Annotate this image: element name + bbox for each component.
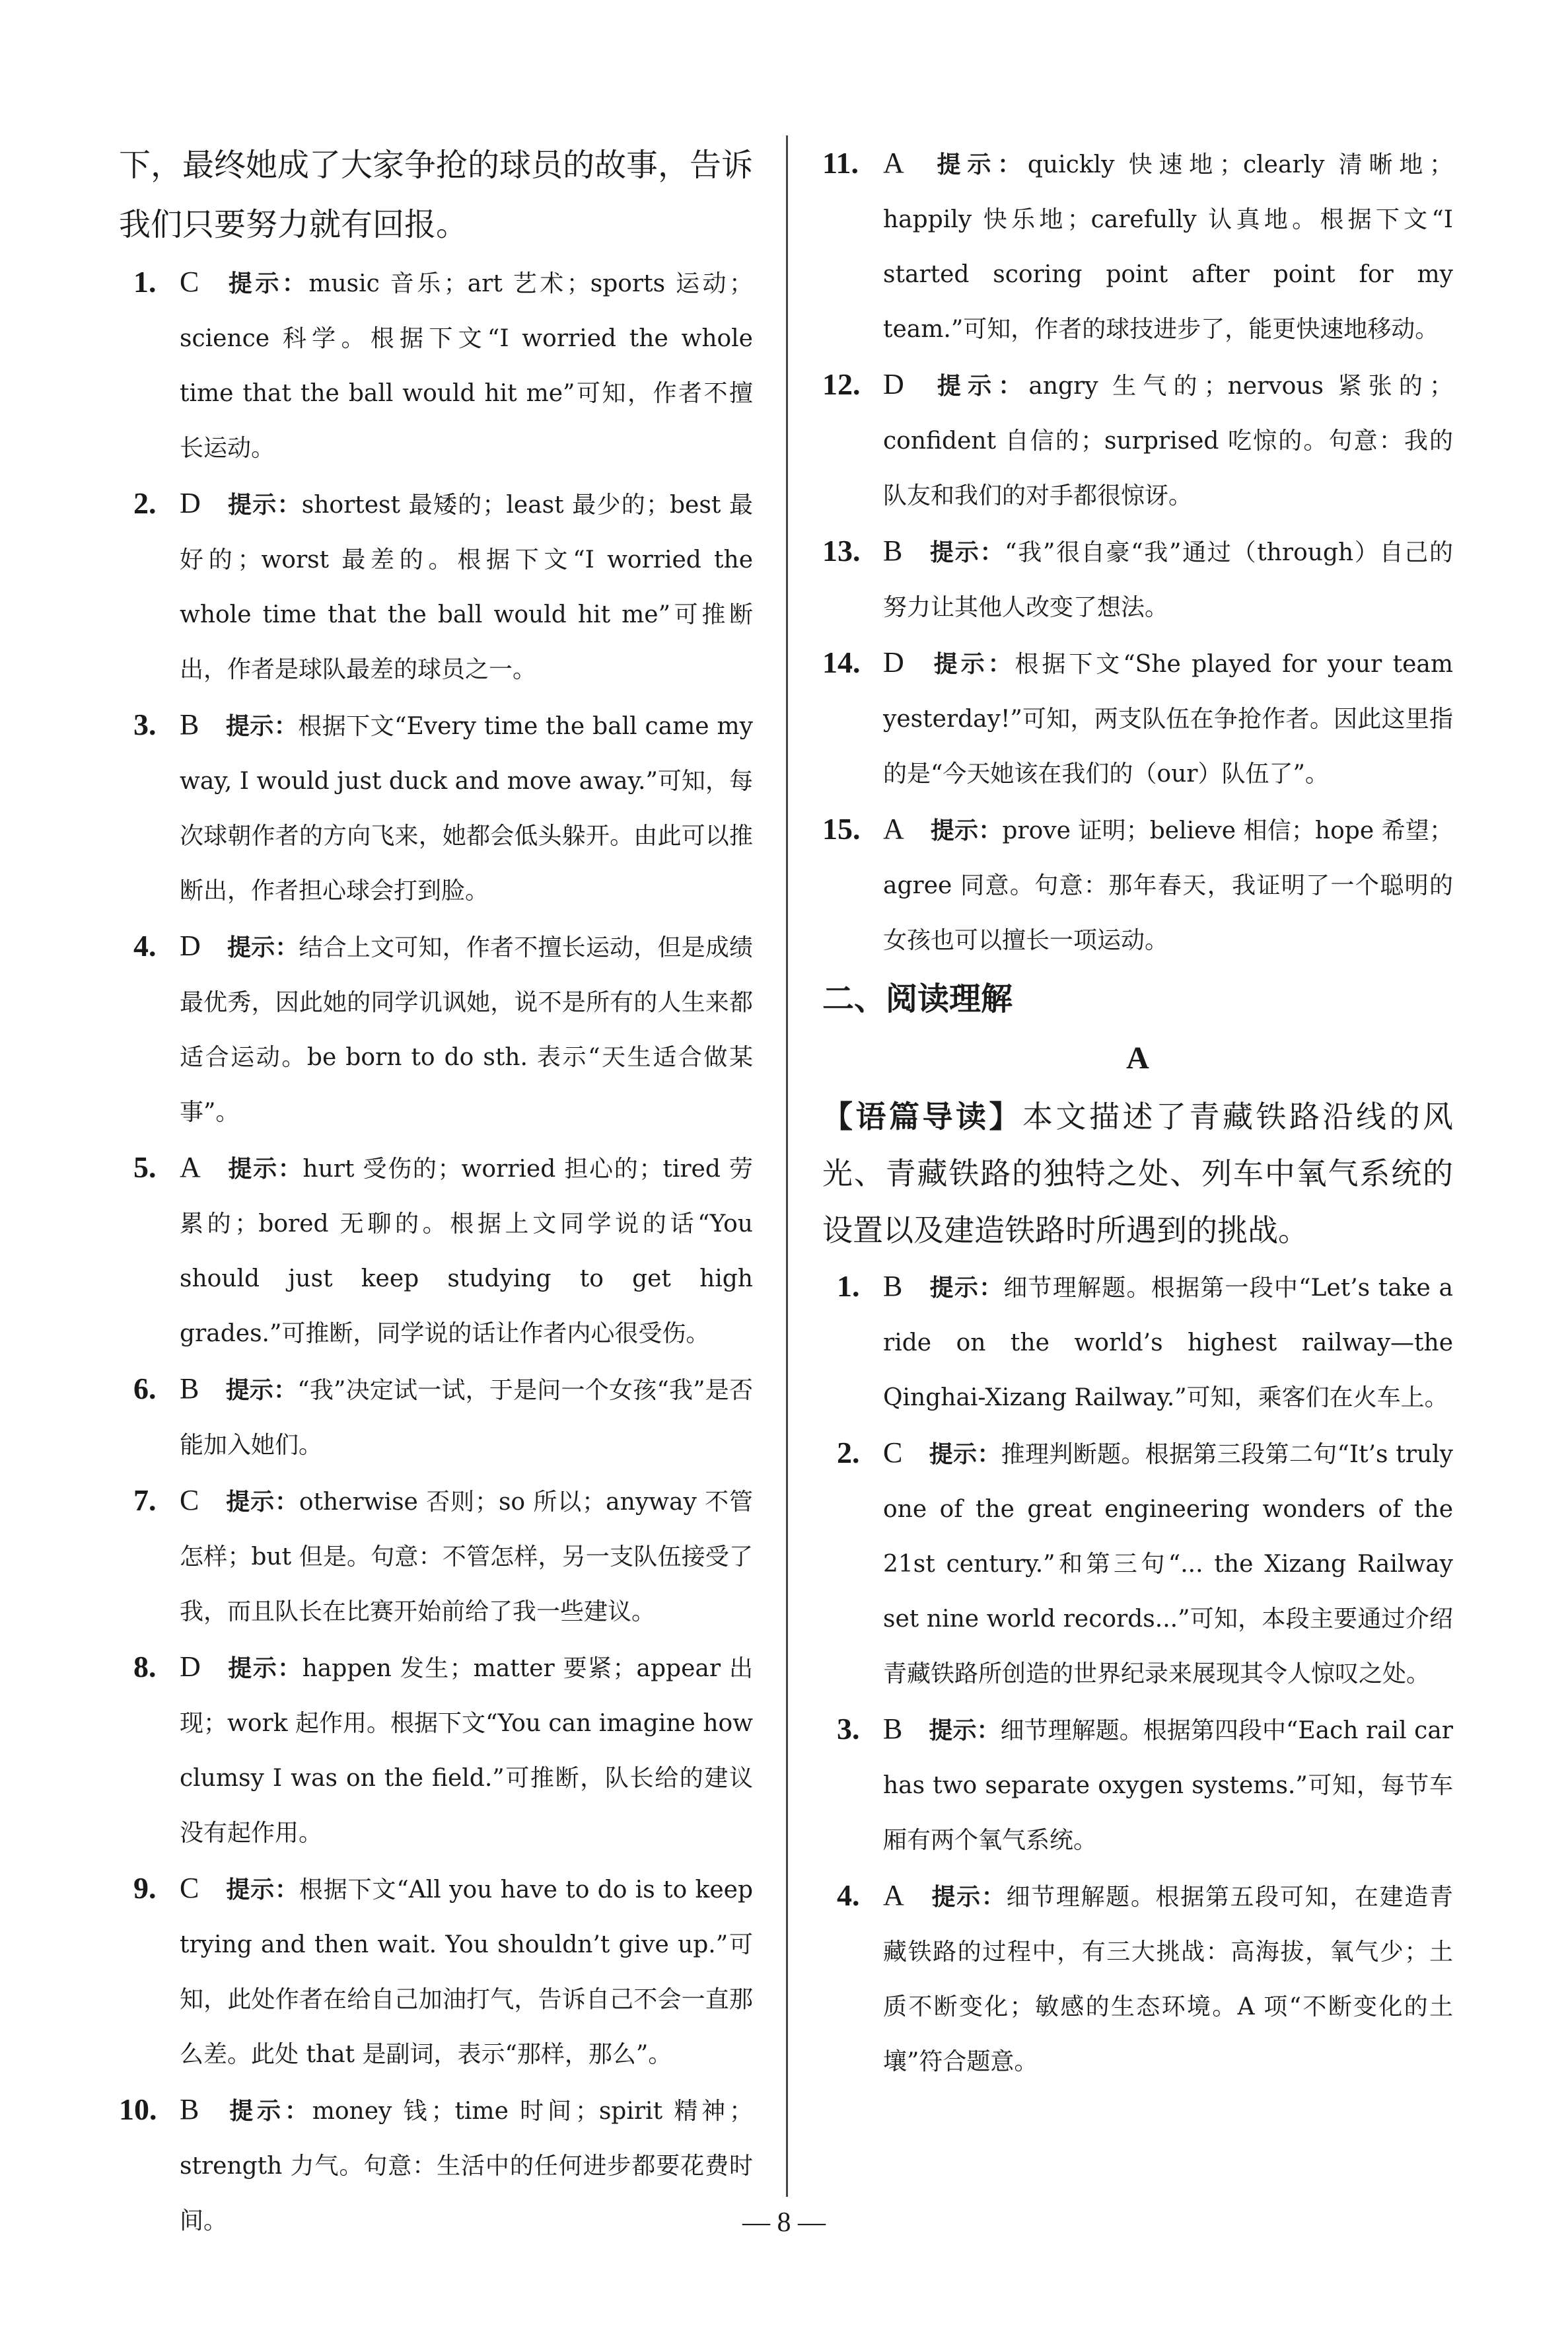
hint-label: 提示： [929,1717,1001,1744]
hint-label: 提示： [930,817,1003,844]
answer-item [822,801,1453,968]
answer-item [119,1639,753,1861]
item-number: 4. [133,929,157,963]
answer-letter: B [883,1270,903,1302]
item-number: 2. [133,486,157,520]
hint-label: 提示： [227,1156,303,1183]
answer-item [822,1425,1453,1701]
explanation-text: otherwise 否则；so 所以；anyway 不管怎样；but 但是。句意：不管怎样，另一支队伍接受了我，而且队长在比赛开始前给了我一些建议。 [180,1489,753,1625]
answer-letter: A [180,1151,201,1183]
answer-letter: B [883,535,903,567]
hint-label: 提示： [225,1377,298,1404]
hint-label: 提示： [225,1489,299,1516]
explanation-text: 推理判断题。根据第三段第二句“It’s truly one of the great engineering wonders of the 21st century.”和第三句“... the Xizang Railway set nine world records...”可知，本段主要通过介绍青藏铁路所创造的世界纪录来展现其令人惊叹之处。 [883,1441,1453,1687]
answer-letter: C [180,1872,199,1904]
explanation-text: 根据下文“She played for your team yesterday!”可知，两支队伍在争抢作者。因此这里指的是“今天她该在我们的（our）队伍了”。 [883,651,1453,788]
item-number: 11. [822,146,859,180]
answer-letter: C [180,266,199,298]
answer-letter: A [883,813,904,845]
item-number: 3. [133,708,157,741]
right-column [822,135,1453,2089]
item-number: 1. [837,1269,860,1303]
hint-label: 提示： [227,934,299,961]
answer-item [822,635,1453,801]
explanation-text: “我”很自豪“我”通过（through）自己的努力让其他人改变了想法。 [883,539,1453,621]
item-body [180,476,753,697]
answer-item [822,1701,1453,1868]
answer-letter: B [180,708,199,741]
answer-letter: C [180,1484,199,1516]
hint-label: 提示： [930,1884,1007,1911]
item-body [180,918,753,1140]
item-number: 6. [133,1372,157,1405]
passage-letter: A [1126,1041,1149,1076]
item-body [883,1701,1453,1868]
reading-answers [822,1259,1453,2089]
item-number: 13. [822,534,861,568]
answer-item [119,1140,753,1361]
item-number: 15. [822,812,861,846]
item-body [180,1140,753,1361]
explanation-text: angry 生气的；nervous 紧张的；confident 自信的；surprised 吃惊的。句意：我的队友和我们的对手都很惊讶。 [883,373,1453,509]
page-number: — 8 — [742,2207,826,2238]
answer-letter: B [180,2093,199,2125]
hint-label: 提示： [225,2098,312,2125]
item-body [883,635,1453,801]
answer-letter: D [180,930,201,962]
explanation-text: “我”决定试一试，于是问一个女孩“我”是否能加入她们。 [180,1377,753,1459]
hint-label: 提示： [930,151,1028,178]
explanation-text: happen 发生；matter 要紧；appear 出现；work 起作用。根据下文“You can imagine how clumsy I was on the field.”可推断，队长给的建议没有起作用。 [180,1655,753,1847]
answer-item [119,476,753,697]
answer-letter: D [180,487,201,519]
guide-text: 本文描述了青藏铁路沿线的风光、青藏铁路的独特之处、列车中氧气系统的设置以及建造铁路时所遇到的挑战。 [822,1099,1453,1248]
explanation-text: 细节理解题。根据第五段可知，在建造青藏铁路的过程中，有三大挑战：高海拔，氧气少；土质不断变化；敏感的生态环境。A 项“不断变化的土壤”符合题意。 [883,1884,1453,2075]
hint-label: 提示： [227,1655,303,1682]
item-number: 9. [133,1871,157,1905]
answer-item [119,1861,753,2082]
item-number: 7. [133,1483,157,1517]
hint-label: 提示： [225,1876,299,1903]
item-body [883,1425,1453,1701]
answer-item [822,523,1453,635]
cloze-answers-continued [822,135,1453,968]
item-body [180,1473,753,1639]
answer-item [822,1868,1453,2089]
answer-item [119,254,753,476]
passage-guide [822,1088,1453,1259]
item-body [180,697,753,918]
column-divider [786,135,788,2197]
answer-item [119,697,753,918]
item-body [883,801,1453,968]
answer-letter: A [883,1879,904,1911]
item-number: 10. [119,2092,157,2126]
hint-label: 提示： [930,651,1015,678]
answer-letter: D [883,368,904,400]
item-body [883,1868,1453,2089]
explanation-text: 根据下文“All you have to do is to keep trying and then wait. You shouldn’t give up.”可知，此处作者在给自己加油打气，告诉自己不会一直那么差。此处 that 是副词，表示“那样，那么”。 [180,1876,753,2068]
item-number: 3. [837,1712,860,1746]
left-column [119,135,753,2248]
intro-paragraph: 下，最终她成了大家争抢的球员的故事，告诉我们只要努力就有回报。 [119,147,754,243]
explanation-text: prove 证明；believe 相信；hope 希望；agree 同意。句意：那年春天，我证明了一个聪明的女孩也可以擅长一项运动。 [883,817,1453,954]
hint-label: 提示： [225,713,299,740]
explanation-text: quickly 快速地；clearly 清晰地；happily 快乐地；carefully 认真地。根据下文“I started scoring point after point for my team.”可知，作者的球技进步了，能更快速地移动。 [883,151,1453,343]
item-number: 12. [822,367,861,401]
answer-letter: B [180,1372,199,1405]
item-number: 4. [837,1878,860,1912]
item-body [883,357,1453,523]
explanation-text: 细节理解题。根据第四段中“Each rail car has two separate oxygen systems.”可知，每节车厢有两个氧气系统。 [883,1717,1453,1854]
item-number: 1. [133,265,157,299]
explanation-text: money 钱；time 时间；spirit 精神；strength 力气。句意：生活中的任何进步都要花费时间。 [180,2098,753,2234]
explanation-text: hurt 受伤的；worried 担心的；tired 劳累的；bored 无聊的。根据上文同学说的话“You should just keep studying to get high grades.”可推断，同学说的话让作者内心很受伤。 [180,1156,753,1347]
answer-item [119,918,753,1140]
explanation-text: 细节理解题。根据第一段中“Let’s take a ride on the world’s highest railway—the Qinghai-Xizang Railway.”可知，乘客们在火车上。 [883,1274,1453,1411]
explanation-text: 根据下文“Every time the ball came my way, I would just duck and move away.”可知，每次球朝作者的方向飞来，她都会低头躲开。由此可以推断出，作者担心球会打到脸。 [180,713,753,904]
answer-letter: D [180,1650,201,1683]
item-number: 8. [133,1650,157,1683]
answer-item [822,1259,1453,1425]
section-title: 二、阅读理解 [822,980,1013,1017]
hint-label: 提示： [227,492,302,519]
answer-item [822,357,1453,523]
answer-item [119,1473,753,1639]
hint-label: 提示： [929,539,1005,566]
item-body [883,135,1453,357]
answer-letter: D [883,646,904,679]
item-body [180,1361,753,1473]
item-number: 14. [822,646,861,679]
explanation-text: music 音乐；art 艺术；sports 运动；science 科学。根据下文“I worried the whole time that the ball would hit me”可知，作者不擅长运动。 [180,270,753,462]
item-number: 2. [837,1436,860,1469]
item-body [180,1639,753,1861]
answer-letter: A [883,147,904,179]
explanation-text: 结合上文可知，作者不擅长运动，但是成绩最优秀，因此她的同学讥讽她，说不是所有的人生来都适合运动。be born to do sth. 表示“天生适合做某事”。 [180,934,753,1126]
item-body [883,1259,1453,1425]
answer-letter: C [883,1436,903,1469]
hint-label: 提示： [929,1441,1001,1468]
hint-label: 提示： [929,1274,1004,1302]
hint-label: 提示： [225,270,309,297]
item-number: 5. [133,1150,157,1184]
answer-item [822,135,1453,357]
explanation-text: shortest 最矮的；least 最少的；best 最好的；worst 最差的。根据下文“I worried the whole time that the ball would hit me”可推断出，作者是球队最差的球员之一。 [180,492,753,683]
guide-label: 【语篇导读】 [822,1099,1022,1134]
hint-label: 提示： [930,373,1029,400]
item-body [180,1861,753,2082]
item-body [883,523,1453,635]
answer-item [119,1361,753,1473]
item-body [180,254,753,476]
answer-letter: B [883,1713,903,1745]
